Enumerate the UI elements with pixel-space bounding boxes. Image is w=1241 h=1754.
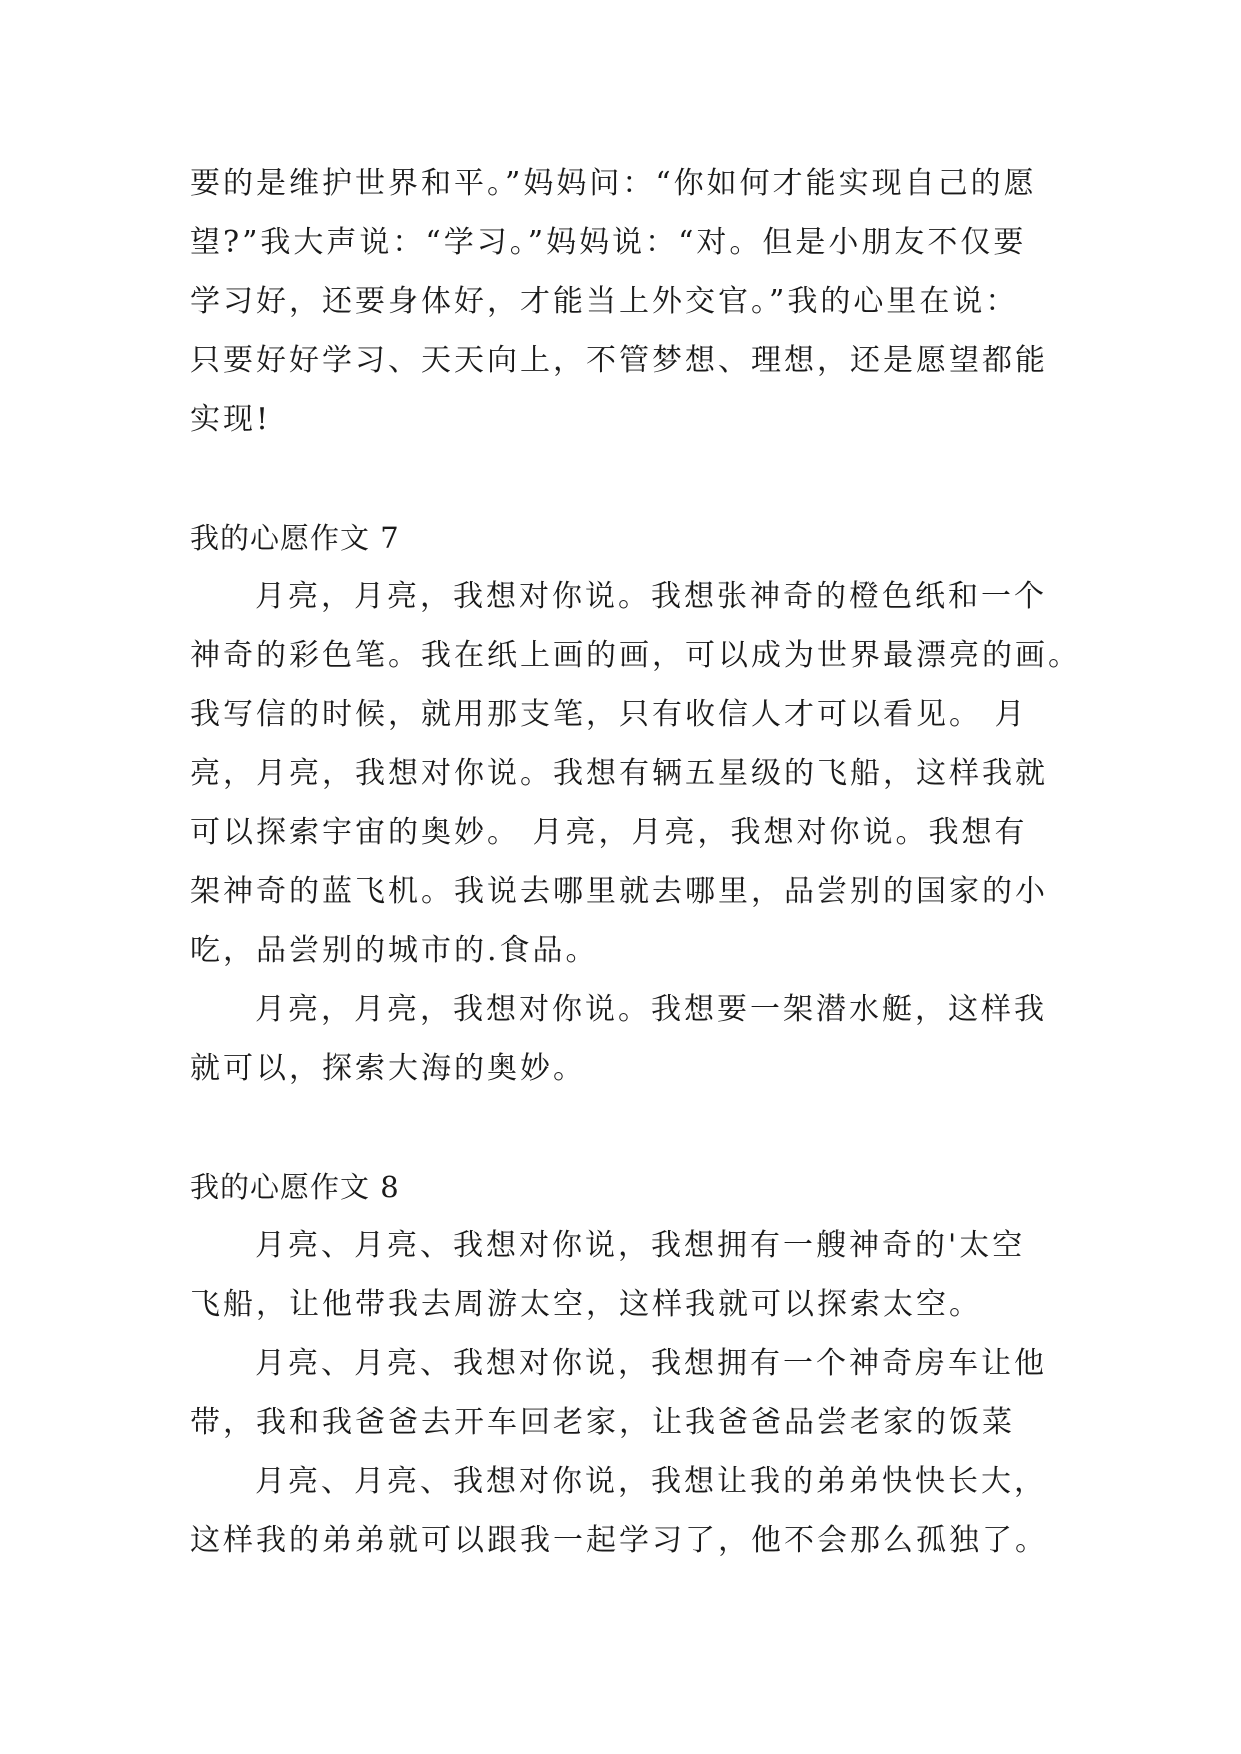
paragraph-line: 月亮，月亮，我想对你说。我想要一架潜水艇，这样我 <box>255 992 1047 1027</box>
paragraph-line: 吃，品尝别的城市的.食品。 <box>190 933 599 968</box>
section-heading: 我的心愿作文 7 <box>190 521 400 555</box>
paragraph-line: 月亮、月亮、我想对你说，我想拥有一个神奇房车让他 <box>255 1346 1047 1381</box>
paragraph-line: 望?”我大声说：“学习。”妈妈说：“对。但是小朋友不仅要 <box>190 225 1027 260</box>
paragraph-line: 这样我的弟弟就可以跟我一起学习了，他不会那么孤独了。 <box>190 1523 1048 1558</box>
paragraph-line: 亮，月亮，我想对你说。我想有辆五星级的飞船，这样我就 <box>190 756 1048 791</box>
paragraph-line: 就可以，探索大海的奥妙。 <box>190 1051 586 1086</box>
paragraph-line: 要的是维护世界和平。”妈妈问：“你如何才能实现自己的愿 <box>190 166 1037 201</box>
paragraph-line: 只要好好学习、天天向上，不管梦想、理想，还是愿望都能 <box>190 343 1048 378</box>
section-heading: 我的心愿作文 8 <box>190 1170 400 1204</box>
paragraph-line: 可以探索宇宙的奥妙。 月亮，月亮，我想对你说。我想有 <box>190 815 1028 850</box>
paragraph-line: 月亮，月亮，我想对你说。我想张神奇的橙色纸和一个 <box>255 579 1047 614</box>
paragraph-line: 学习好，还要身体好，才能当上外交官。”我的心里在说： <box>190 284 1019 319</box>
paragraph-line: 实现! <box>190 402 272 437</box>
paragraph-line: 神奇的彩色笔。我在纸上画的画，可以成为世界最漂亮的画。 <box>190 638 1081 673</box>
paragraph-line: 带，我和我爸爸去开车回老家，让我爸爸品尝老家的饭菜 <box>190 1405 1015 1440</box>
paragraph-line: 我写信的时候，就用那支笔，只有收信人才可以看见。 月 <box>190 697 1028 732</box>
paragraph-line: 飞船，让他带我去周游太空，这样我就可以探索太空。 <box>190 1287 982 1322</box>
paragraph-line: 架神奇的蓝飞机。我说去哪里就去哪里，品尝别的国家的小 <box>190 874 1048 909</box>
paragraph-line: 月亮、月亮、我想对你说，我想拥有一艘神奇的'太空 <box>255 1228 1026 1263</box>
paragraph-line: 月亮、月亮、我想对你说，我想让我的弟弟快快长大， <box>255 1464 1047 1499</box>
